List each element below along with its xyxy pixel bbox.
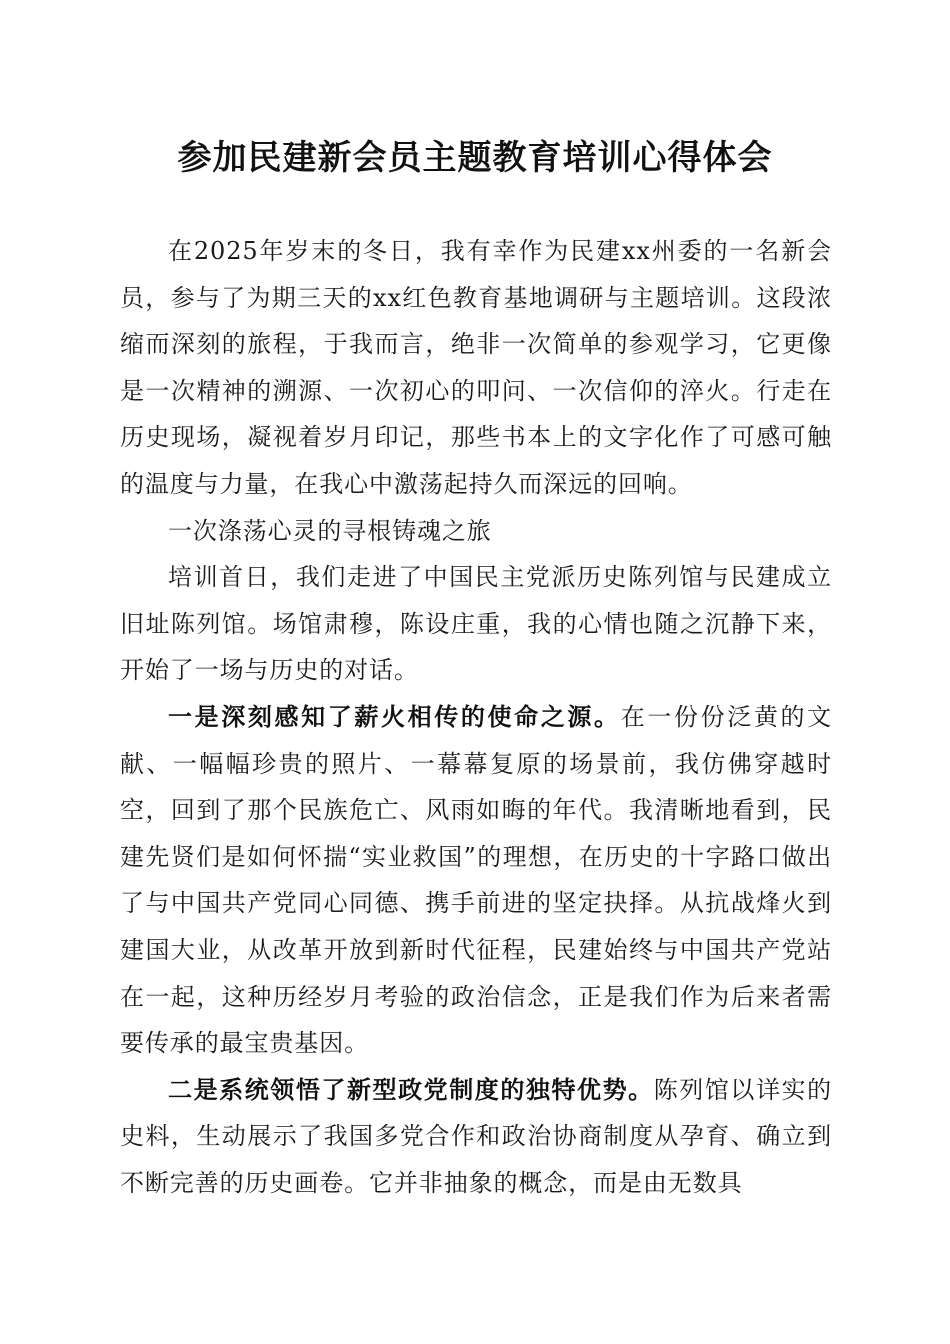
document-title: 参加民建新会员主题教育培训心得体会 (177, 138, 773, 178)
paragraph-point-one (120, 694, 832, 1067)
paragraph-intro-text: 在2025年岁末的冬日，我有幸作为民建xx州委的一名新会员，参与了为期三天的xx红色教育基地调研与主题培训。这段浓缩而深刻的旅程，于我而言，绝非一次简单的参观学习，它更像是一次精神的溯源、一次初心的叩问、一次信仰的淬火。行走在历史现场，凝视着岁月印记，那些书本上的文字化作了可感可触的温度与力量，在我心中激荡起持久而深远的回响。 (120, 237, 832, 498)
point-one-lead: 一是深刻感知了薪火相传的使命之源。 (168, 701, 621, 731)
paragraph-day-one (120, 554, 832, 694)
paragraph-point-two (120, 1067, 832, 1207)
paragraph-day-one-text: 培训首日，我们走进了中国民主党派历史陈列馆与民建成立旧址陈列馆。场馆肃穆，陈设庄重，我的心情也随之沉静下来，开始了一场与历史的对话。 (120, 563, 832, 685)
paragraph-intro (120, 228, 832, 508)
point-two-lead: 二是系统领悟了新型政党制度的独特优势。 (168, 1074, 654, 1104)
point-one-text: 在一份份泛黄的文献、一幅幅珍贵的照片、一幕幕复原的场景前，我仿佛穿越时空，回到了那个民族危亡、风雨如晦的年代。我清晰地看到，民建先贤们是如何怀揣“实业救国”的理想，在历史的十字路口做出了与中国共产党同心同德、携手前进的坚定抉择。从抗战烽火到建国大业，从改革开放到新时代征程，民建始终与中国共产党站在一起，这种历经岁月考验的政治信念，正是我们作为后来者需要传承的最宝贵基因。 (120, 702, 832, 1058)
section-heading-text: 一次涤荡心灵的寻根铸魂之旅 (168, 516, 492, 545)
point-two-text: 陈列馆以详实的史料，生动展示了我国多党合作和政治协商制度从孕育、确立到不断完善的历史画卷。它并非抽象的概念，而是由无数具 (120, 1075, 832, 1197)
section-heading (120, 508, 832, 555)
document-body (120, 228, 832, 1206)
